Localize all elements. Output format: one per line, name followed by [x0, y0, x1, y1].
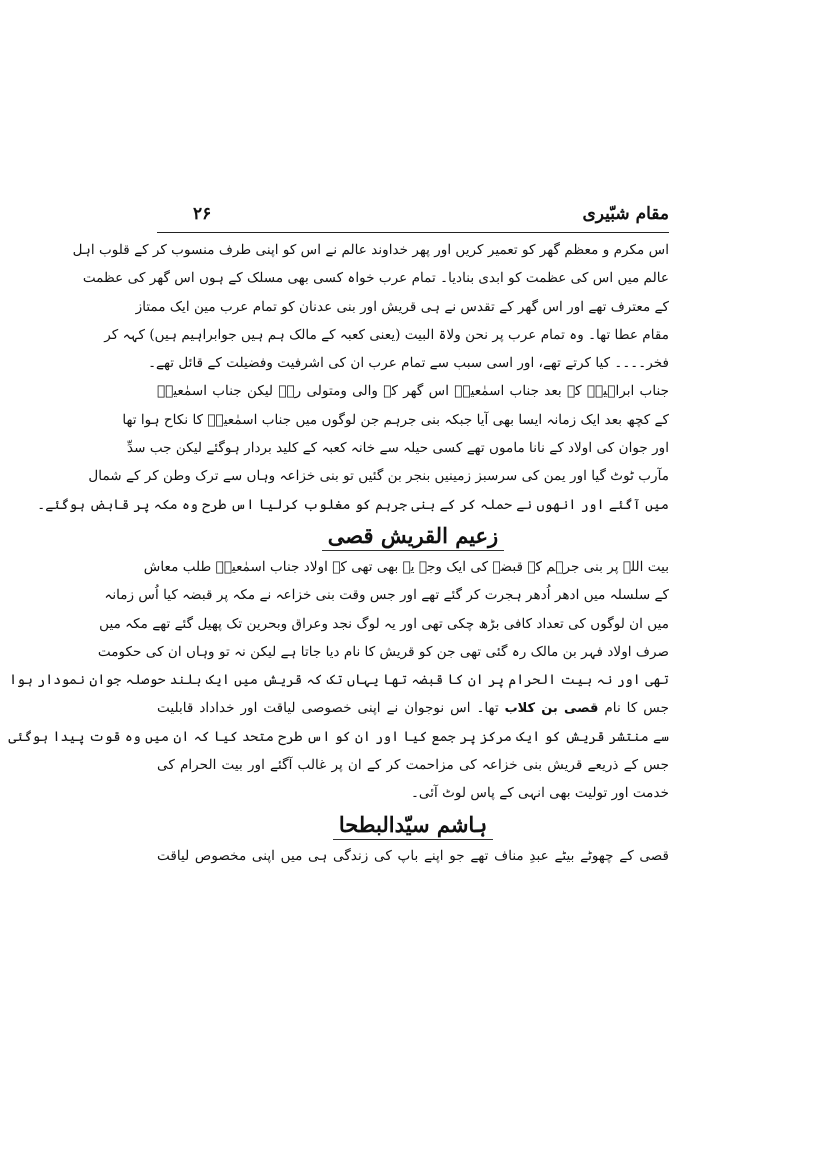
- section-heading-zaeem-quraysh-qusay: [157, 519, 669, 553]
- paragraph-2: [37, 377, 669, 518]
- text-line: سے منتشر قریش کو ایک مرکز پر جمع کیا اور ان کو اس طرح متحد کیا کہ ان میں وہ قوت پیدا ہوگئی: [8, 728, 669, 745]
- text-line: جس کے ذریعے قریش بنی خزاعہ کی مزاحمت کر کے ان پر غالب آگئے اور بیت الحرام کی: [157, 757, 669, 774]
- text-line: کے سلسلہ میں ادھر اُدھر ہجرت کر گئے تھے اور جس وقت بنی خزاعہ نے مکہ پر قبضہ کیا اُس زمانہ: [104, 587, 669, 604]
- text-line: جناب ابراہیمؑ کے بعد جناب اسمٰعیلؑ اس گھر کے والی ومتولی رہے لیکن جناب اسمٰعیلؑ: [157, 383, 669, 400]
- text-line: کے کچھ بعد ایک زمانہ ایسا بھی آیا جبکہ بنی جرہم جن لوگوں میں جناب اسمٰعیلؑ کا نکاح ہوا تھا: [122, 411, 669, 428]
- text-line: فخر۔۔۔۔ کیا کرتے تھے، اور اسی سبب سے تمام عرب ان کی اشرفیت وفضیلت کے قائل تھے۔: [148, 355, 669, 372]
- text-line: مقام عطا تھا۔ وہ تمام عرب پر نحن ولاۃ البیت (یعنی کعبہ کے مالک ہم ہیں جوابراہیم ہیں) کہہ کر: [104, 326, 669, 343]
- text-line: اس مکرم و معظم گھر کو تعمیر کریں اور پھر خداوند عالم نے اس کو اپنی طرف منسوب کر کے قلوب اہل: [72, 242, 669, 258]
- name-line-before: جس کا نام: [604, 700, 669, 717]
- paragraph-3: [8, 553, 669, 808]
- text-line: میں ان لوگوں کی تعداد کافی بڑھ چکی تھی اور یہ لوگ نجد وعراق وبحرین تک پھیل گئے تھے مکہ میں: [99, 615, 669, 632]
- text-line: خدمت اور تولیت بھی انہی کے پاس لوٹ آئی۔: [410, 785, 669, 802]
- text-line: کے معترف تھے اور اس گھر کے تقدس نے ہی قریش اور بنی عدنان کو تمام عرب مین ایک ممتاز: [135, 298, 669, 315]
- paragraph-4: [157, 842, 669, 870]
- text-line-with-name: [157, 694, 669, 722]
- running-title: مقام شبّیری: [582, 204, 669, 224]
- section-heading-hashim-sayyid-al-batha: [157, 808, 669, 842]
- text-line: میں آگئے اور انھوں نے حملہ کر کے بنی جرہم کو مغلوب کرلیا اس طرح وہ مکہ پر قابض ہوگئے۔: [37, 496, 669, 513]
- page-number: ۲۶: [193, 204, 212, 224]
- heading-text: ہاشم سیّدالبطحا: [333, 811, 493, 840]
- bold-name-qusay-bin-kilab: قصی بن کلاب: [504, 701, 599, 717]
- name-line-after: تھا۔ اس نوجوان نے اپنی خصوصی لیاقت اور خداداد قابلیت: [157, 700, 499, 717]
- page-body: [8, 236, 669, 870]
- text-line: مآرب ٹوٹ گیا اور یمن کی سرسبز زمینیں بنجر بن گئیں تو بنی خزاعہ وہاں سے ترک وطن کر کے شمال: [88, 468, 669, 485]
- page-header: [157, 204, 669, 234]
- text-line: عالم میں اس کی عظمت کو ابدی بنادیا۔ تمام عرب خواہ کسی بھی مسلک کے ہوں اس گھر کی عظمت: [82, 270, 669, 287]
- text-line: تھی اور نہ بیت الحرام پر ان کا قبضہ تھا یہاں تک کہ قریش میں ایک بلند حوصلہ جوان نمودار ہوا: [9, 672, 669, 689]
- heading-text: زعیم القریش قصی: [322, 522, 504, 551]
- paragraph-1: [72, 236, 669, 377]
- text-line: اور جوان کی اولاد کے نانا ماموں تھے کسی حیلہ سے خانہ کعبہ کے کلید بردار ہوگئے لیکن جب سدِّ: [126, 440, 669, 457]
- text-line: صرف اولاد فہر بن مالک رہ گئی تھی جن کو قریش کا نام دیا جاتا ہے لیکن نہ تو وہاں ان کی حکومت: [97, 643, 669, 660]
- header-divider: [157, 232, 669, 233]
- text-line: بیت اللہ پر بنی جرہم کے قبضہ کی ایک وجہ یہ بھی تھی کہ اولاد جناب اسمٰعیلؑ طلب معاش: [143, 558, 669, 575]
- text-line: قصی کے چھوٹے بیٹے عبدِ مناف تھے جو اپنے باپ کی زندگی ہی میں اپنی مخصوص لیاقت: [157, 847, 669, 864]
